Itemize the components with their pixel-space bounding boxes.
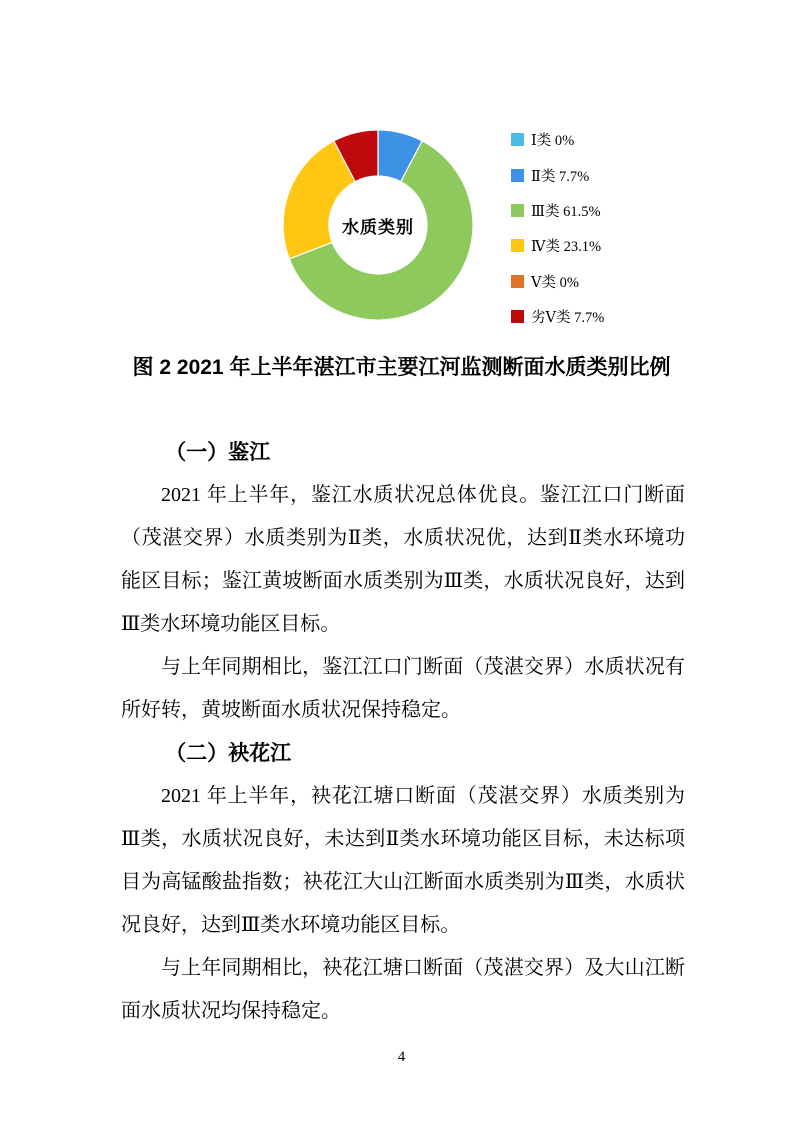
legend-label: Ⅰ类 0%	[531, 133, 575, 150]
legend-swatch-icon	[511, 133, 524, 146]
legend-item-Ⅳ类	[511, 228, 604, 263]
legend-swatch-icon	[511, 169, 524, 182]
legend-swatch-icon	[511, 275, 524, 288]
donut-chart	[282, 129, 474, 321]
document-body	[0, 431, 803, 1033]
legend-item-Ⅲ类	[511, 193, 604, 228]
legend-item-劣Ⅴ类	[511, 299, 604, 334]
legend-label: Ⅲ类 61.5%	[531, 203, 601, 220]
legend-label: Ⅱ类 7.7%	[531, 168, 590, 185]
donut-svg	[282, 129, 474, 321]
figure-caption: 图 2 2021 年上半年湛江市主要江河监测断面水质类别比例	[132, 356, 671, 379]
page-number: 4	[397, 1049, 406, 1065]
paragraph: 与上年同期相比，袂花江塘口断面（茂湛交界）及大山江断面水质状况均保持稳定。	[121, 957, 685, 1022]
paragraph: 2021 年上半年，袂花江塘口断面（茂湛交界）水质类别为Ⅲ类，水质状况良好，未达到Ⅱ类水环境功能区目标，未达标项目为高锰酸盐指数；袂花江大山江断面水质类别为Ⅲ类，水质状况良好，达到Ⅲ类水环境功能区目标。	[121, 785, 685, 936]
paragraph: 与上年同期相比，鉴江江口门断面（茂湛交界）水质状况有所好转，黄坡断面水质状况保持稳定。	[121, 656, 685, 721]
legend-label: 劣Ⅴ类 7.7%	[531, 310, 605, 327]
paragraph: 2021 年上半年，鉴江水质状况总体优良。鉴江江口门断面（茂湛交界）水质类别为Ⅱ类，水质状况优，达到Ⅱ类水环境功能区目标；鉴江黄坡断面水质类别为Ⅲ类，水质状况良好，达到Ⅲ类水环境功能区目标。	[121, 484, 685, 635]
chart-center-label: 水质类别	[342, 217, 414, 237]
legend-label: Ⅴ类 0%	[531, 274, 579, 291]
legend-swatch-icon	[511, 204, 524, 217]
section-heading-1: （一）鉴江	[165, 441, 271, 464]
legend-item-Ⅰ类	[511, 122, 604, 157]
section-heading-2: （二）袂花江	[165, 742, 292, 765]
legend-item-Ⅱ类	[511, 157, 604, 192]
legend-item-Ⅴ类	[511, 264, 604, 299]
chart-legend	[511, 122, 604, 334]
figure-chart	[0, 0, 803, 330]
legend-swatch-icon	[511, 239, 524, 252]
legend-swatch-icon	[511, 310, 524, 323]
legend-label: Ⅳ类 23.1%	[531, 239, 602, 256]
